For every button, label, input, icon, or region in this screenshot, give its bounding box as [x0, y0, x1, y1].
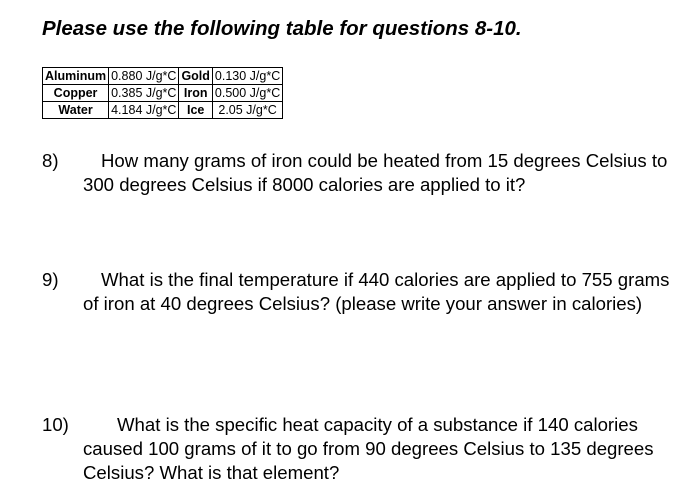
specific-heat-value: 2.05 J/g*C [212, 102, 282, 119]
specific-heat-value: 0.385 J/g*C [109, 85, 179, 102]
specific-heat-value: 0.880 J/g*C [109, 68, 179, 85]
question-9 [42, 268, 682, 316]
question-number: 9) [42, 269, 59, 290]
substance-name: Ice [179, 102, 212, 119]
page-heading: Please use the following table for questions 8-10. [42, 17, 522, 40]
table-row [43, 68, 283, 85]
table-row [43, 85, 283, 102]
substance-name: Iron [179, 85, 212, 102]
specific-heat-value: 0.500 J/g*C [212, 85, 282, 102]
question-number: 8) [42, 150, 59, 171]
specific-heat-value: 4.184 J/g*C [109, 102, 179, 119]
substance-name: Water [43, 102, 109, 119]
question-10 [42, 413, 682, 485]
specific-heat-value: 0.130 J/g*C [212, 68, 282, 85]
substance-name: Aluminum [43, 68, 109, 85]
question-8 [42, 149, 682, 197]
substance-name: Copper [43, 85, 109, 102]
specific-heat-table [42, 67, 283, 119]
substance-name: Gold [179, 68, 212, 85]
table-row [43, 102, 283, 119]
question-text: What is the specific heat capacity of a substance if 140 calories caused 100 grams of it to go from 90 degrees Celsius to 135 degrees Celsius? What is that element? [83, 414, 654, 483]
question-text: How many grams of iron could be heated from 15 degrees Celsius to 300 degrees Celsius if 8000 calories are applied to it? [83, 150, 668, 195]
question-text: What is the final temperature if 440 calories are applied to 755 grams of iron at 40 degrees Celsius? (please write your answer in calories) [83, 269, 670, 314]
question-number: 10) [42, 414, 69, 435]
